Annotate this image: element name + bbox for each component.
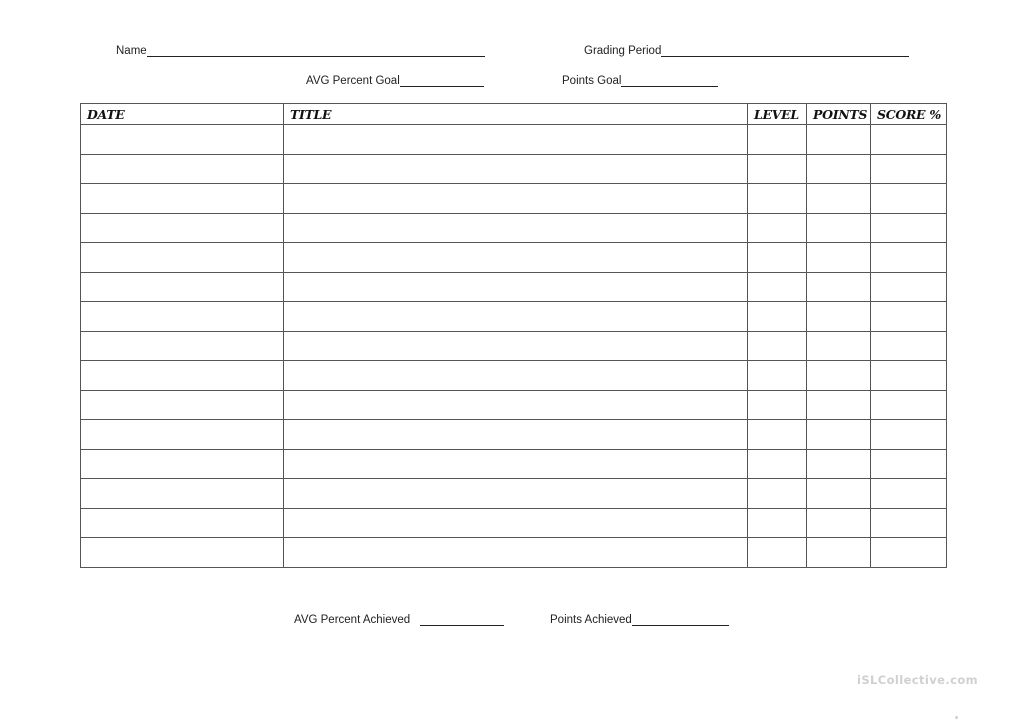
cell-title[interactable] bbox=[284, 213, 748, 243]
avg-percent-achieved-blank[interactable] bbox=[420, 613, 504, 626]
points-goal-label: Points Goal bbox=[562, 75, 622, 87]
cell-level[interactable] bbox=[748, 449, 807, 479]
column-header-points: POINTS bbox=[807, 104, 871, 125]
cell-title[interactable] bbox=[284, 243, 748, 273]
cell-points[interactable] bbox=[807, 361, 871, 391]
decorative-dot bbox=[955, 716, 958, 719]
cell-points[interactable] bbox=[807, 390, 871, 420]
grading-period-blank[interactable] bbox=[661, 44, 909, 57]
cell-score[interactable] bbox=[871, 331, 947, 361]
cell-points[interactable] bbox=[807, 331, 871, 361]
cell-date[interactable] bbox=[81, 302, 284, 332]
name-label: Name bbox=[116, 45, 147, 57]
cell-points[interactable] bbox=[807, 538, 871, 568]
table-row bbox=[81, 302, 947, 332]
cell-score[interactable] bbox=[871, 420, 947, 450]
cell-level[interactable] bbox=[748, 390, 807, 420]
table-row bbox=[81, 479, 947, 509]
cell-level[interactable] bbox=[748, 420, 807, 450]
cell-points[interactable] bbox=[807, 449, 871, 479]
cell-score[interactable] bbox=[871, 302, 947, 332]
cell-date[interactable] bbox=[81, 538, 284, 568]
name-field bbox=[116, 44, 485, 57]
cell-points[interactable] bbox=[807, 243, 871, 273]
cell-level[interactable] bbox=[748, 272, 807, 302]
cell-date[interactable] bbox=[81, 184, 284, 214]
cell-level[interactable] bbox=[748, 361, 807, 391]
cell-title[interactable] bbox=[284, 449, 748, 479]
column-header-date: DATE bbox=[81, 104, 284, 125]
cell-title[interactable] bbox=[284, 361, 748, 391]
cell-score[interactable] bbox=[871, 361, 947, 391]
cell-level[interactable] bbox=[748, 479, 807, 509]
cell-level[interactable] bbox=[748, 243, 807, 273]
points-goal-field bbox=[562, 74, 718, 87]
points-achieved-blank[interactable] bbox=[632, 613, 729, 626]
table-row bbox=[81, 390, 947, 420]
cell-points[interactable] bbox=[807, 302, 871, 332]
name-blank[interactable] bbox=[147, 44, 485, 57]
cell-level[interactable] bbox=[748, 508, 807, 538]
cell-level[interactable] bbox=[748, 125, 807, 155]
cell-date[interactable] bbox=[81, 449, 284, 479]
avg-percent-achieved-label: AVG Percent Achieved bbox=[294, 614, 411, 626]
cell-date[interactable] bbox=[81, 508, 284, 538]
cell-title[interactable] bbox=[284, 272, 748, 302]
reading-log-table bbox=[80, 103, 947, 568]
cell-level[interactable] bbox=[748, 184, 807, 214]
cell-title[interactable] bbox=[284, 302, 748, 332]
points-goal-blank[interactable] bbox=[621, 74, 718, 87]
cell-points[interactable] bbox=[807, 479, 871, 509]
cell-title[interactable] bbox=[284, 479, 748, 509]
cell-score[interactable] bbox=[871, 449, 947, 479]
cell-title[interactable] bbox=[284, 184, 748, 214]
cell-title[interactable] bbox=[284, 331, 748, 361]
table-row bbox=[81, 184, 947, 214]
cell-title[interactable] bbox=[284, 154, 748, 184]
cell-points[interactable] bbox=[807, 508, 871, 538]
cell-score[interactable] bbox=[871, 272, 947, 302]
cell-date[interactable] bbox=[81, 420, 284, 450]
cell-level[interactable] bbox=[748, 302, 807, 332]
avg-percent-goal-label: AVG Percent Goal bbox=[306, 75, 400, 87]
column-header-title: TITLE bbox=[284, 104, 748, 125]
cell-level[interactable] bbox=[748, 538, 807, 568]
cell-score[interactable] bbox=[871, 154, 947, 184]
cell-date[interactable] bbox=[81, 479, 284, 509]
points-achieved-label: Points Achieved bbox=[550, 614, 632, 626]
cell-points[interactable] bbox=[807, 125, 871, 155]
column-header-level: LEVEL bbox=[748, 104, 807, 125]
table-row bbox=[81, 154, 947, 184]
cell-score[interactable] bbox=[871, 538, 947, 568]
grading-period-label: Grading Period bbox=[584, 45, 662, 57]
table-row bbox=[81, 361, 947, 391]
cell-points[interactable] bbox=[807, 154, 871, 184]
table-row bbox=[81, 125, 947, 155]
watermark: iSLCollective.com bbox=[857, 673, 978, 687]
table-header-row bbox=[81, 104, 947, 125]
column-header-score: SCORE % bbox=[871, 104, 947, 125]
avg-percent-achieved-field bbox=[294, 613, 504, 626]
cell-points[interactable] bbox=[807, 213, 871, 243]
table-row bbox=[81, 272, 947, 302]
cell-date[interactable] bbox=[81, 361, 284, 391]
table-row bbox=[81, 420, 947, 450]
table-row bbox=[81, 508, 947, 538]
points-achieved-field bbox=[550, 613, 729, 626]
avg-percent-goal-field bbox=[306, 74, 484, 87]
cell-title[interactable] bbox=[284, 508, 748, 538]
cell-score[interactable] bbox=[871, 508, 947, 538]
cell-date[interactable] bbox=[81, 154, 284, 184]
cell-title[interactable] bbox=[284, 390, 748, 420]
table-body bbox=[81, 125, 947, 568]
cell-date[interactable] bbox=[81, 390, 284, 420]
table-row bbox=[81, 213, 947, 243]
cell-level[interactable] bbox=[748, 213, 807, 243]
table-row bbox=[81, 449, 947, 479]
cell-points[interactable] bbox=[807, 272, 871, 302]
table-row bbox=[81, 538, 947, 568]
table-row bbox=[81, 243, 947, 273]
grading-period-field bbox=[584, 44, 909, 57]
table-row bbox=[81, 331, 947, 361]
avg-percent-goal-blank[interactable] bbox=[400, 74, 484, 87]
cell-date[interactable] bbox=[81, 331, 284, 361]
cell-level[interactable] bbox=[748, 154, 807, 184]
cell-title[interactable] bbox=[284, 538, 748, 568]
cell-date[interactable] bbox=[81, 213, 284, 243]
cell-score[interactable] bbox=[871, 390, 947, 420]
cell-points[interactable] bbox=[807, 184, 871, 214]
cell-score[interactable] bbox=[871, 184, 947, 214]
cell-date[interactable] bbox=[81, 272, 284, 302]
cell-level[interactable] bbox=[748, 331, 807, 361]
cell-title[interactable] bbox=[284, 420, 748, 450]
cell-date[interactable] bbox=[81, 125, 284, 155]
cell-score[interactable] bbox=[871, 479, 947, 509]
cell-date[interactable] bbox=[81, 243, 284, 273]
cell-score[interactable] bbox=[871, 125, 947, 155]
cell-score[interactable] bbox=[871, 213, 947, 243]
cell-title[interactable] bbox=[284, 125, 748, 155]
cell-points[interactable] bbox=[807, 420, 871, 450]
cell-score[interactable] bbox=[871, 243, 947, 273]
